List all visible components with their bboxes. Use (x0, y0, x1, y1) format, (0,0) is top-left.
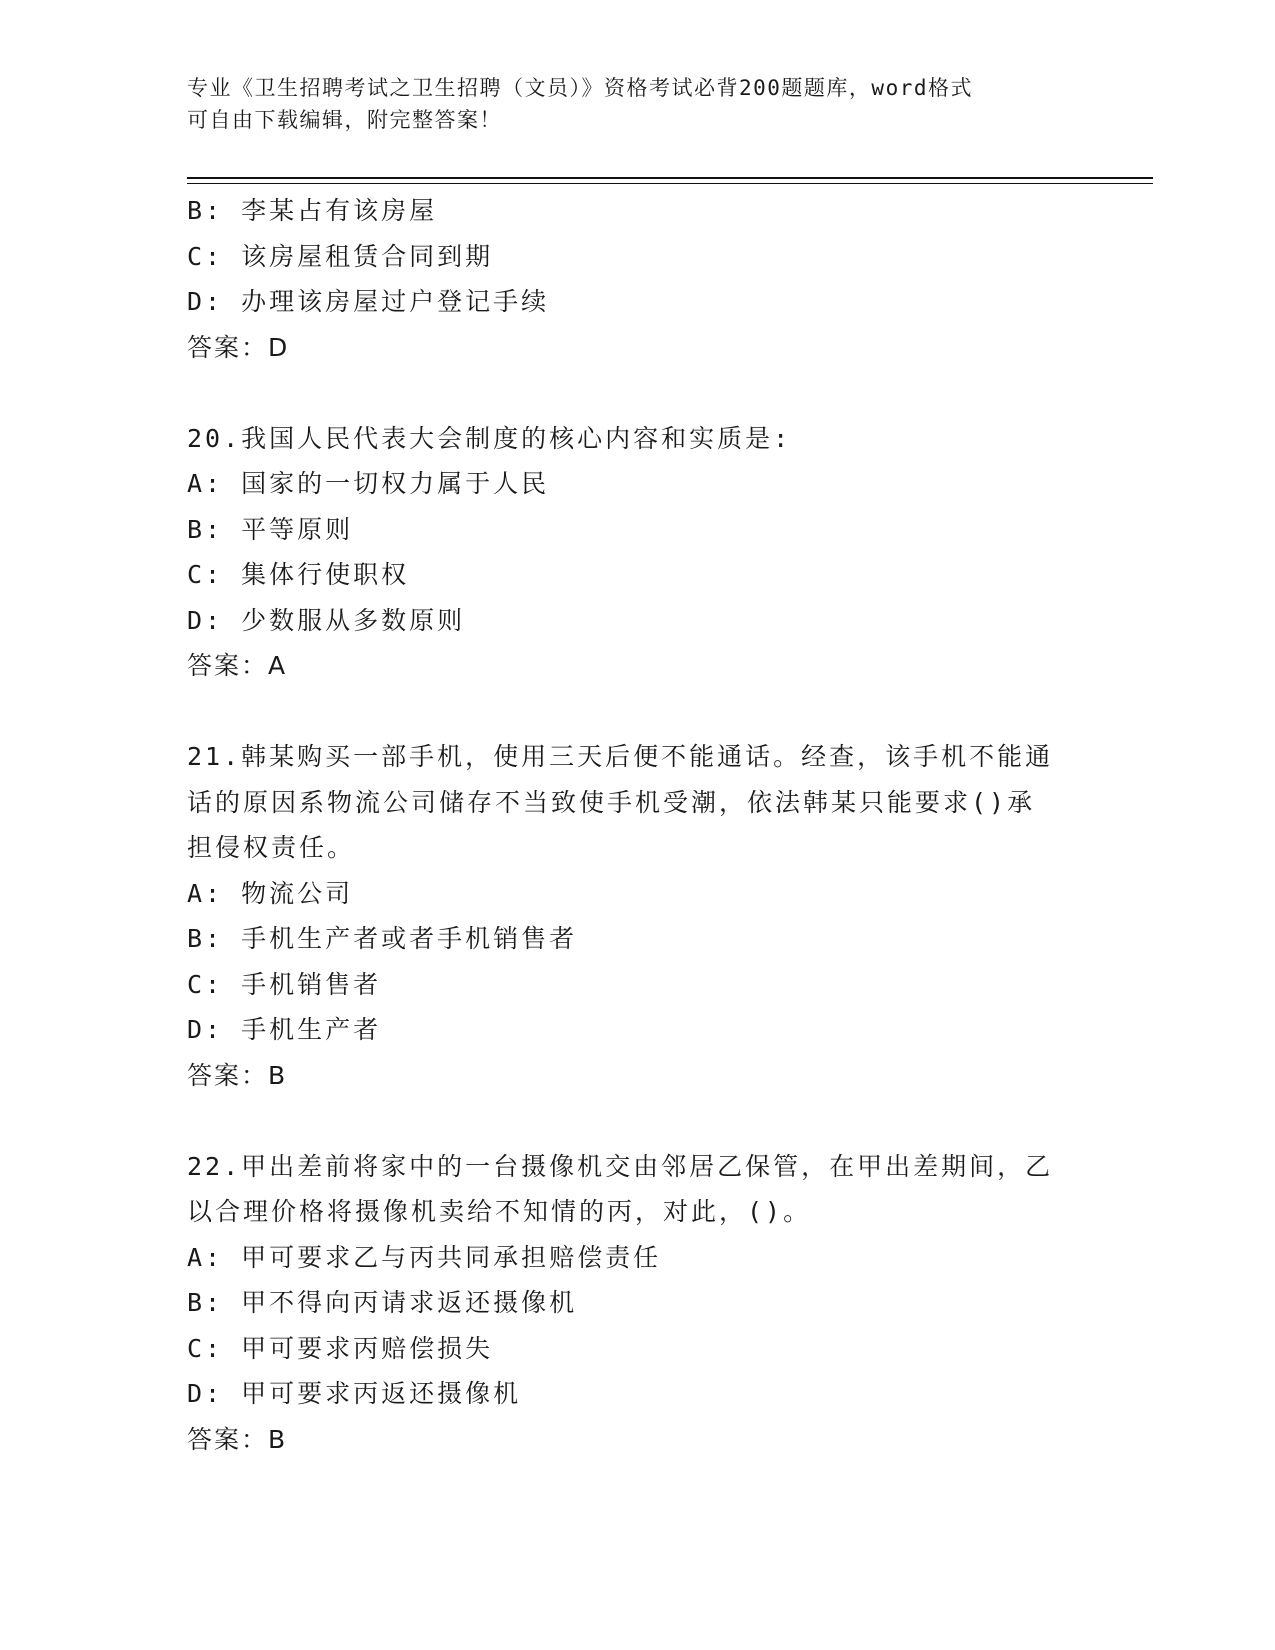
question-stem: 担侵权责任。 (187, 833, 356, 862)
spacer (187, 1098, 1087, 1144)
question-22 (187, 1144, 1087, 1463)
spacer (187, 370, 1087, 416)
answer-line: 答案：D (187, 332, 290, 362)
answer-line: 答案：A (187, 651, 288, 680)
option-c: C: 集体行使职权 (187, 560, 410, 589)
question-list (187, 188, 1087, 1462)
option-d: D: 手机生产者 (187, 1015, 382, 1044)
header-title-line-2: 可自由下载编辑，附完整答案！ (187, 108, 502, 132)
option-d: D: 办理该房屋过户登记手续 (187, 287, 550, 316)
option-c: C: 甲可要求丙赔偿损失 (187, 1333, 494, 1363)
option-c: C: 手机销售者 (187, 969, 382, 999)
option-b: B: 手机生产者或者手机销售者 (187, 924, 578, 953)
option-b: B: 李某占有该房屋 (187, 196, 438, 225)
option-d: D: 甲可要求丙返还摄像机 (187, 1379, 522, 1408)
question-stem: 20.我国人民代表大会制度的核心内容和实质是: (187, 423, 792, 453)
question-stem: 以合理价格将摄像机卖给不知情的丙，对此，()。 (187, 1197, 812, 1226)
question-20 (187, 416, 1087, 689)
option-a: A: 物流公司 (187, 878, 354, 908)
option-c: C: 该房屋租赁合同到期 (187, 241, 494, 271)
header-title-line-1: 专业《卫生招聘考试之卫生招聘（文员）》资格考试必背200题题库，word格式 (187, 76, 973, 100)
document-header (187, 72, 1067, 136)
option-b: B: 甲不得向丙请求返还摄像机 (187, 1288, 578, 1317)
question-stem: 22.甲出差前将家中的一台摄像机交由邻居乙保管，在甲出差期间，乙 (187, 1151, 1054, 1181)
question-stem: 话的原因系物流公司储存不当致使手机受潮，依法韩某只能要求()承 (187, 787, 1036, 817)
question-stem: 21.韩某购买一部手机，使用三天后便不能通话。经查，该手机不能通 (187, 742, 1054, 771)
header-rule-thick (187, 177, 1153, 179)
answer-line: 答案：B (187, 1424, 288, 1454)
spacer (187, 689, 1087, 735)
question-21 (187, 734, 1087, 1098)
option-a: A: 国家的一切权力属于人民 (187, 469, 550, 498)
option-d: D: 少数服从多数原则 (187, 605, 466, 635)
question-19-continued (187, 188, 1087, 370)
header-rule-thin (187, 183, 1153, 184)
answer-line: 答案：B (187, 1060, 288, 1090)
option-a: A: 甲可要求乙与丙共同承担赔偿责任 (187, 1242, 662, 1272)
option-b: B: 平等原则 (187, 514, 354, 544)
